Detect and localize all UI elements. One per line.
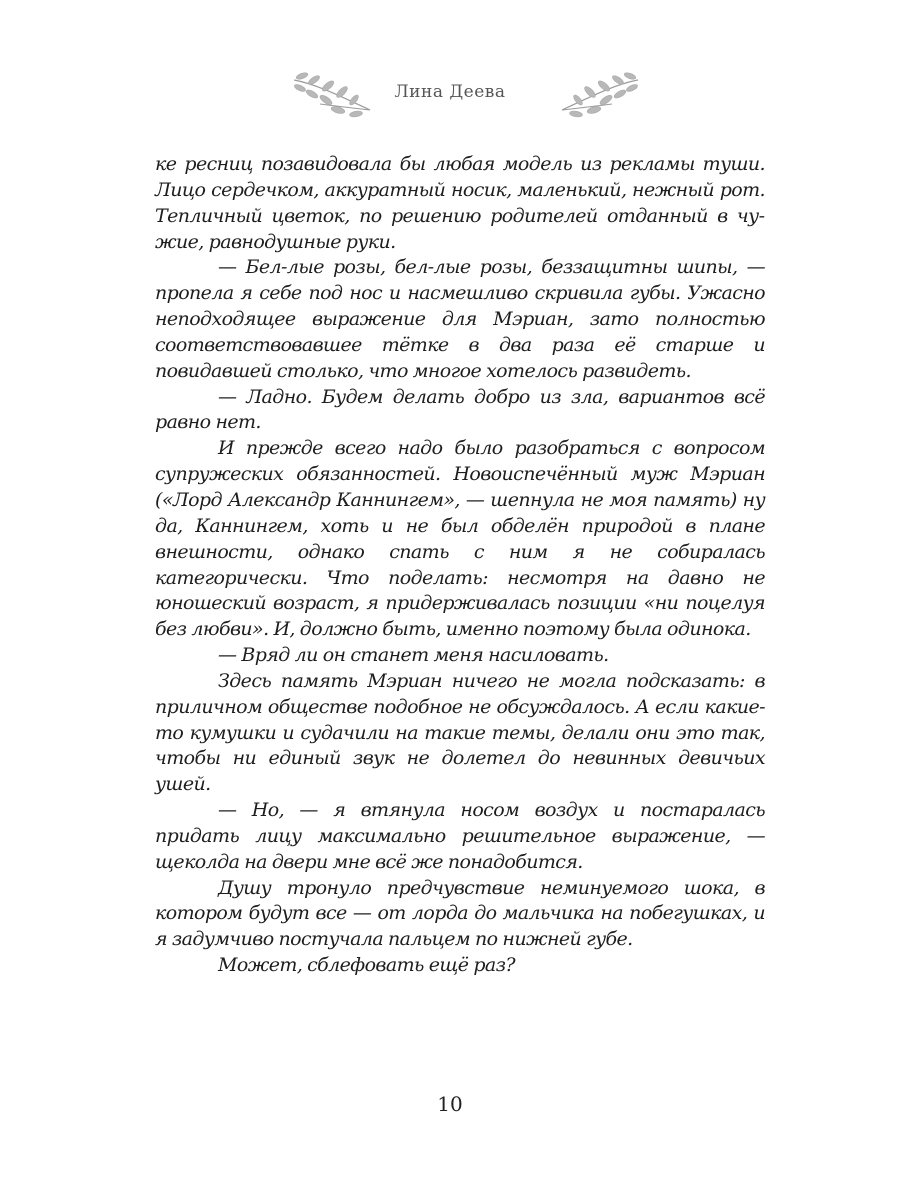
paragraph: — Бел-лые розы, бел-лые розы, беззащитны шипы, — пропела я себе под нос и насмешливо скривила губы. Ужасно неподходящее выражение для Мэриан, зато полностью соответствовавшее тётке в два раза её старше и повидавшей столько, что многое хотелось развидеть. [155, 256, 765, 382]
running-header [0, 66, 900, 122]
paragraph: Может, сблефовать ещё раз? [218, 954, 515, 977]
paragraph: ке ресниц позавидовала бы любая модель из рекламы туши. Лицо сердечком, аккуратный носик, маленький, нежный рот. Тепличный цветок, по решению родителей отданный в чужие, равнодушные руки. [155, 153, 765, 253]
paragraph: — Вряд ли он станет меня насиловать. [218, 644, 609, 667]
running-header-author: Лина Деева [394, 82, 506, 102]
paragraph: Душу тронуло предчувствие неминуемого шока, в котором будут все — от лорда до мальчика на побегушках, и я задумчиво постучала пальцем по нижней губе. [155, 876, 765, 951]
page-number: 10 [437, 1092, 463, 1116]
body-text [155, 152, 765, 979]
paragraph: Здесь память Мэриан ничего не могла подсказать: в приличном обществе подобное не обсуждалось. А если какие-то кумушки и судачили на такие темы, делали они это так, чтобы ни единый звук не долетел до невинных девичьих ушей. [155, 669, 765, 796]
paragraph: — Но, — я втянула носом воздух и постаралась придать лицу максимально решительное выражение, — щеколда на двери мне всё же понадобится. [155, 799, 765, 873]
paragraph: — Ладно. Будем делать добро из зла, вариантов всё равно нет. [155, 385, 765, 434]
paragraph: И прежде всего надо было разобраться с вопросом супружеских обязанностей. Новоиспечённый муж Мэриан («Лорд Александр Каннингем», — шепнула не моя память) ну да, Каннингем, хоть и не был обделён природой в плане внешности, однако спать с ним я не собиралась категорически. Что поделать: несмотря на давно не юношеский возраст, я придерживалась позиции «ни поцелуя без любви». И, должно быть, именно поэтому была одинока. [155, 437, 765, 641]
leaf-branch-icon [556, 66, 642, 122]
leaf-branch-icon [290, 66, 376, 122]
